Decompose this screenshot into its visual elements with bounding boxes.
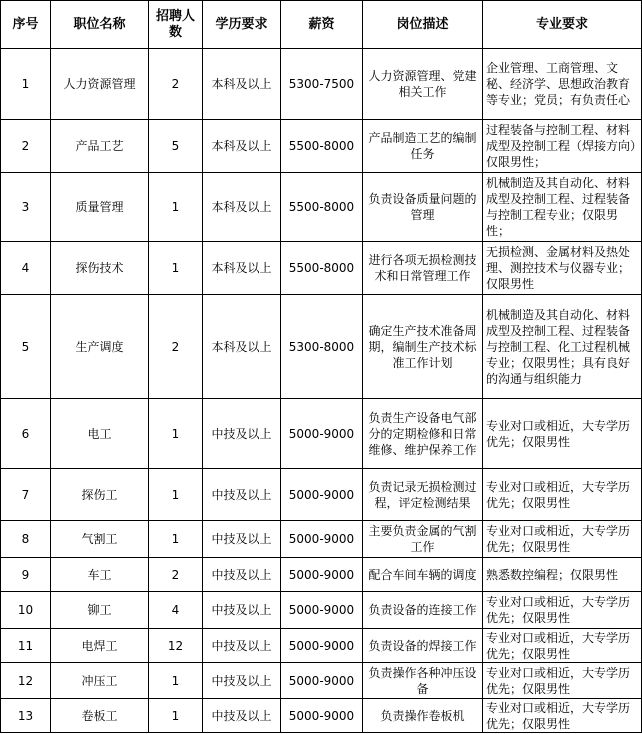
- cell-position: 电焊工: [51, 629, 149, 663]
- cell-education: 本科及以上: [203, 49, 281, 120]
- cell-no: 1: [1, 49, 51, 120]
- cell-education: 中技及以上: [203, 521, 281, 558]
- cell-major: 企业管理、工商管理、文秘、经济学、思想政治教育等专业；党员；有负责任心: [483, 49, 642, 120]
- cell-education: 中技及以上: [203, 399, 281, 469]
- cell-position: 生产调度: [51, 295, 149, 399]
- cell-major: 熟悉数控编程；仅限男性: [483, 558, 642, 592]
- table-row: [1, 469, 642, 521]
- cell-no: 9: [1, 558, 51, 592]
- cell-no: 10: [1, 592, 51, 629]
- header-description: 岗位描述: [363, 1, 483, 49]
- cell-salary: 5000-9000: [281, 663, 363, 699]
- cell-description: 负责生产设备电气部分的定期检修和日常维修、维护保养工作: [363, 399, 483, 469]
- cell-description: 负责操作各种冲压设备: [363, 663, 483, 699]
- cell-salary: 5500-8000: [281, 173, 363, 242]
- cell-major: 专业对口或相近，大专学历优先；仅限男性: [483, 663, 642, 699]
- header-education: 学历要求: [203, 1, 281, 49]
- cell-description: 负责设备质量问题的管理: [363, 173, 483, 242]
- cell-position: 铆工: [51, 592, 149, 629]
- cell-no: 6: [1, 399, 51, 469]
- cell-no: 13: [1, 699, 51, 733]
- cell-salary: 5000-9000: [281, 699, 363, 733]
- cell-major: 专业对口或相近，大专学历优先；仅限男性: [483, 399, 642, 469]
- cell-education: 中技及以上: [203, 469, 281, 521]
- cell-description: 负责记录无损检测过程，评定检测结果: [363, 469, 483, 521]
- cell-description: 进行各项无损检测技术和日常管理工作: [363, 242, 483, 295]
- header-count: 招聘人数: [149, 1, 203, 49]
- table-row: [1, 663, 642, 699]
- cell-count: 1: [149, 521, 203, 558]
- header-no: 序号: [1, 1, 51, 49]
- table-row: [1, 173, 642, 242]
- cell-description: 人力资源管理、党建相关工作: [363, 49, 483, 120]
- cell-position: 人力资源管理: [51, 49, 149, 120]
- cell-education: 中技及以上: [203, 592, 281, 629]
- cell-no: 8: [1, 521, 51, 558]
- table-row: [1, 629, 642, 663]
- cell-major: 专业对口或相近，大专学历优先；仅限男性: [483, 629, 642, 663]
- table-row: [1, 399, 642, 469]
- cell-major: 专业对口或相近，大专学历优先；仅限男性: [483, 592, 642, 629]
- table-row: [1, 242, 642, 295]
- cell-position: 车工: [51, 558, 149, 592]
- cell-major: 机械制造及其自动化、材料成型及控制工程、过程装备与控制工程、化工过程机械专业；仅限男性；具有良好的沟通与组织能力: [483, 295, 642, 399]
- cell-position: 电工: [51, 399, 149, 469]
- cell-count: 1: [149, 399, 203, 469]
- table-row: [1, 699, 642, 733]
- table-row: [1, 120, 642, 173]
- cell-salary: 5500-8000: [281, 242, 363, 295]
- cell-major: 专业对口或相近，大专学历优先；仅限男性: [483, 699, 642, 733]
- header-row: [1, 1, 642, 49]
- cell-major: 无损检测、金属材料及热处理、测控技术与仪器专业；仅限男性: [483, 242, 642, 295]
- cell-education: 本科及以上: [203, 295, 281, 399]
- cell-no: 12: [1, 663, 51, 699]
- cell-count: 1: [149, 663, 203, 699]
- cell-count: 5: [149, 120, 203, 173]
- cell-education: 中技及以上: [203, 699, 281, 733]
- cell-education: 本科及以上: [203, 173, 281, 242]
- cell-count: 12: [149, 629, 203, 663]
- cell-count: 1: [149, 242, 203, 295]
- cell-education: 中技及以上: [203, 663, 281, 699]
- cell-salary: 5300-7500: [281, 49, 363, 120]
- cell-salary: 5000-9000: [281, 469, 363, 521]
- header-salary: 薪资: [281, 1, 363, 49]
- cell-major: 机械制造及其自动化、材料成型及控制工程、过程装备与控制工程专业；仅限男性；: [483, 173, 642, 242]
- cell-position: 质量管理: [51, 173, 149, 242]
- cell-major: 专业对口或相近，大专学历优先；仅限男性: [483, 521, 642, 558]
- cell-salary: 5000-9000: [281, 592, 363, 629]
- cell-position: 气割工: [51, 521, 149, 558]
- cell-major: 专业对口或相近，大专学历优先；仅限男性: [483, 469, 642, 521]
- cell-position: 探伤技术: [51, 242, 149, 295]
- cell-position: 卷板工: [51, 699, 149, 733]
- cell-salary: 5000-9000: [281, 558, 363, 592]
- cell-education: 中技及以上: [203, 629, 281, 663]
- cell-description: 主要负责金属的气割工作: [363, 521, 483, 558]
- cell-description: 负责操作卷板机: [363, 699, 483, 733]
- cell-description: 产品制造工艺的编制任务: [363, 120, 483, 173]
- cell-count: 1: [149, 173, 203, 242]
- cell-education: 中技及以上: [203, 558, 281, 592]
- cell-education: 本科及以上: [203, 242, 281, 295]
- table-row: [1, 558, 642, 592]
- cell-position: 产品工艺: [51, 120, 149, 173]
- table-row: [1, 592, 642, 629]
- table-row: [1, 295, 642, 399]
- cell-no: 2: [1, 120, 51, 173]
- cell-description: 确定生产技术准备周期，编制生产技术标准工作计划: [363, 295, 483, 399]
- cell-no: 7: [1, 469, 51, 521]
- cell-description: 负责设备的连接工作: [363, 592, 483, 629]
- cell-position: 冲压工: [51, 663, 149, 699]
- cell-major: 过程装备与控制工程、材料成型及控制工程（焊接方向）仅限男性；: [483, 120, 642, 173]
- cell-salary: 5500-8000: [281, 120, 363, 173]
- cell-count: 1: [149, 699, 203, 733]
- cell-no: 5: [1, 295, 51, 399]
- table-row: [1, 49, 642, 120]
- cell-count: 4: [149, 592, 203, 629]
- cell-count: 2: [149, 295, 203, 399]
- cell-salary: 5000-9000: [281, 399, 363, 469]
- cell-salary: 5300-8000: [281, 295, 363, 399]
- table-row: [1, 521, 642, 558]
- cell-description: 负责设备的焊接工作: [363, 629, 483, 663]
- cell-no: 3: [1, 173, 51, 242]
- cell-count: 2: [149, 49, 203, 120]
- cell-count: 2: [149, 558, 203, 592]
- cell-salary: 5000-9000: [281, 629, 363, 663]
- cell-education: 本科及以上: [203, 120, 281, 173]
- cell-count: 1: [149, 469, 203, 521]
- cell-description: 配合车间车辆的调度: [363, 558, 483, 592]
- header-position: 职位名称: [51, 1, 149, 49]
- cell-no: 11: [1, 629, 51, 663]
- cell-position: 探伤工: [51, 469, 149, 521]
- header-major: 专业要求: [483, 1, 642, 49]
- cell-no: 4: [1, 242, 51, 295]
- cell-salary: 5000-9000: [281, 521, 363, 558]
